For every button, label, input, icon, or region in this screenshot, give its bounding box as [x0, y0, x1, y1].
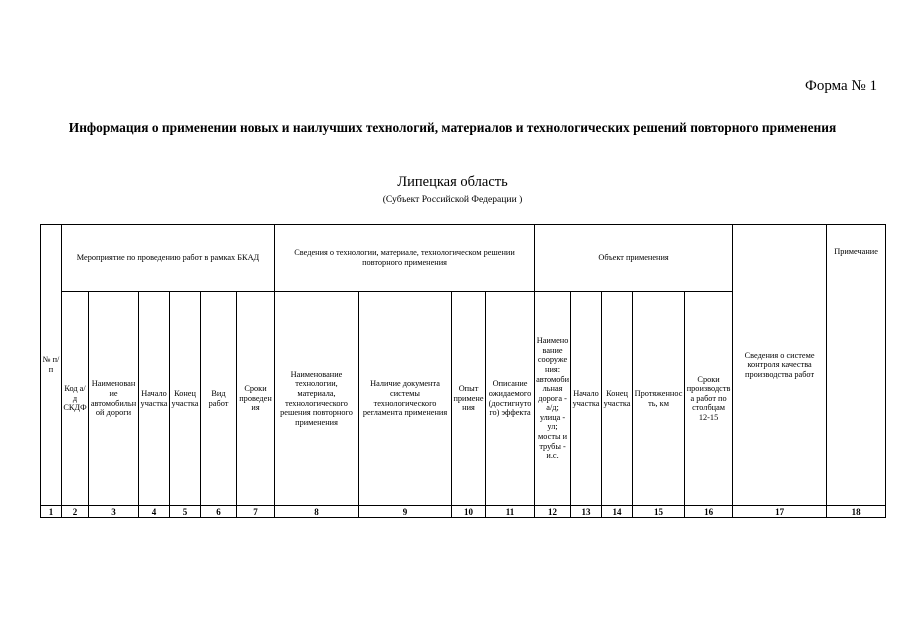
column-number: 15 [633, 506, 685, 518]
column-number: 11 [486, 506, 535, 518]
column-number: 10 [452, 506, 486, 518]
group-header-object: Объект применения [535, 225, 733, 292]
column-number: 9 [359, 506, 452, 518]
col-header-end: Конец участка [170, 292, 201, 506]
col-header-end-2: Конец участка [602, 292, 633, 506]
column-number: 1 [41, 506, 62, 518]
group-header-technology: Сведения о технологии, материале, технологическом решении повторного применения [275, 225, 535, 292]
col-header-length: Протяженность, км [633, 292, 685, 506]
document-title: Информация о применении новых и наилучших технологий, материалов и технологических решений повторного применения [68, 120, 837, 135]
col-header-deadlines: Сроки проведения [237, 292, 275, 506]
column-number: 8 [275, 506, 359, 518]
col-header-timing: Сроки производства работ по столбцам 12-15 [685, 292, 733, 506]
group-header-measure: Мероприятие по проведению работ в рамках БКАД [62, 225, 275, 292]
column-number: 18 [827, 506, 886, 518]
col-header-quality-control: Сведения о системе контроля качества производства работ [733, 225, 827, 506]
column-number: 13 [571, 506, 602, 518]
region-name: Липецкая область [397, 174, 508, 190]
col-header-road-name: Наименование автомобильной дороги [89, 292, 139, 506]
column-number: 6 [201, 506, 237, 518]
col-header-number: № п/п [41, 225, 62, 506]
column-number: 12 [535, 506, 571, 518]
col-header-experience: Опыт применения [452, 292, 486, 506]
column-number: 4 [139, 506, 170, 518]
col-header-effect: Описание ожидаемого (достигнутого) эффекта [486, 292, 535, 506]
col-header-document: Наличие документа системы технологического регламента применения [359, 292, 452, 506]
col-header-code: Код а/д СКДФ [62, 292, 89, 506]
col-header-start: Начало участка [139, 292, 170, 506]
col-header-work-type: Вид работ [201, 292, 237, 506]
col-header-start-2: Начало участка [571, 292, 602, 506]
column-number: 3 [89, 506, 139, 518]
form-number: Форма № 1 [805, 78, 877, 94]
col-header-structure: Наименование сооружения: автомобильная дорога - а/д; улица - ул; мосты и трубы - и.с. [535, 292, 571, 506]
region-caption: (Субъект Российской Федерации ) [382, 194, 523, 205]
col-header-tech-name: Наименование технологии, материала, технологического решения повторного применения [275, 292, 359, 506]
column-number: 17 [733, 506, 827, 518]
column-number: 2 [62, 506, 89, 518]
column-number: 7 [237, 506, 275, 518]
column-number: 14 [602, 506, 633, 518]
column-number: 16 [685, 506, 733, 518]
col-header-note: Примечание [827, 225, 886, 506]
column-number: 5 [170, 506, 201, 518]
report-table [40, 224, 886, 518]
